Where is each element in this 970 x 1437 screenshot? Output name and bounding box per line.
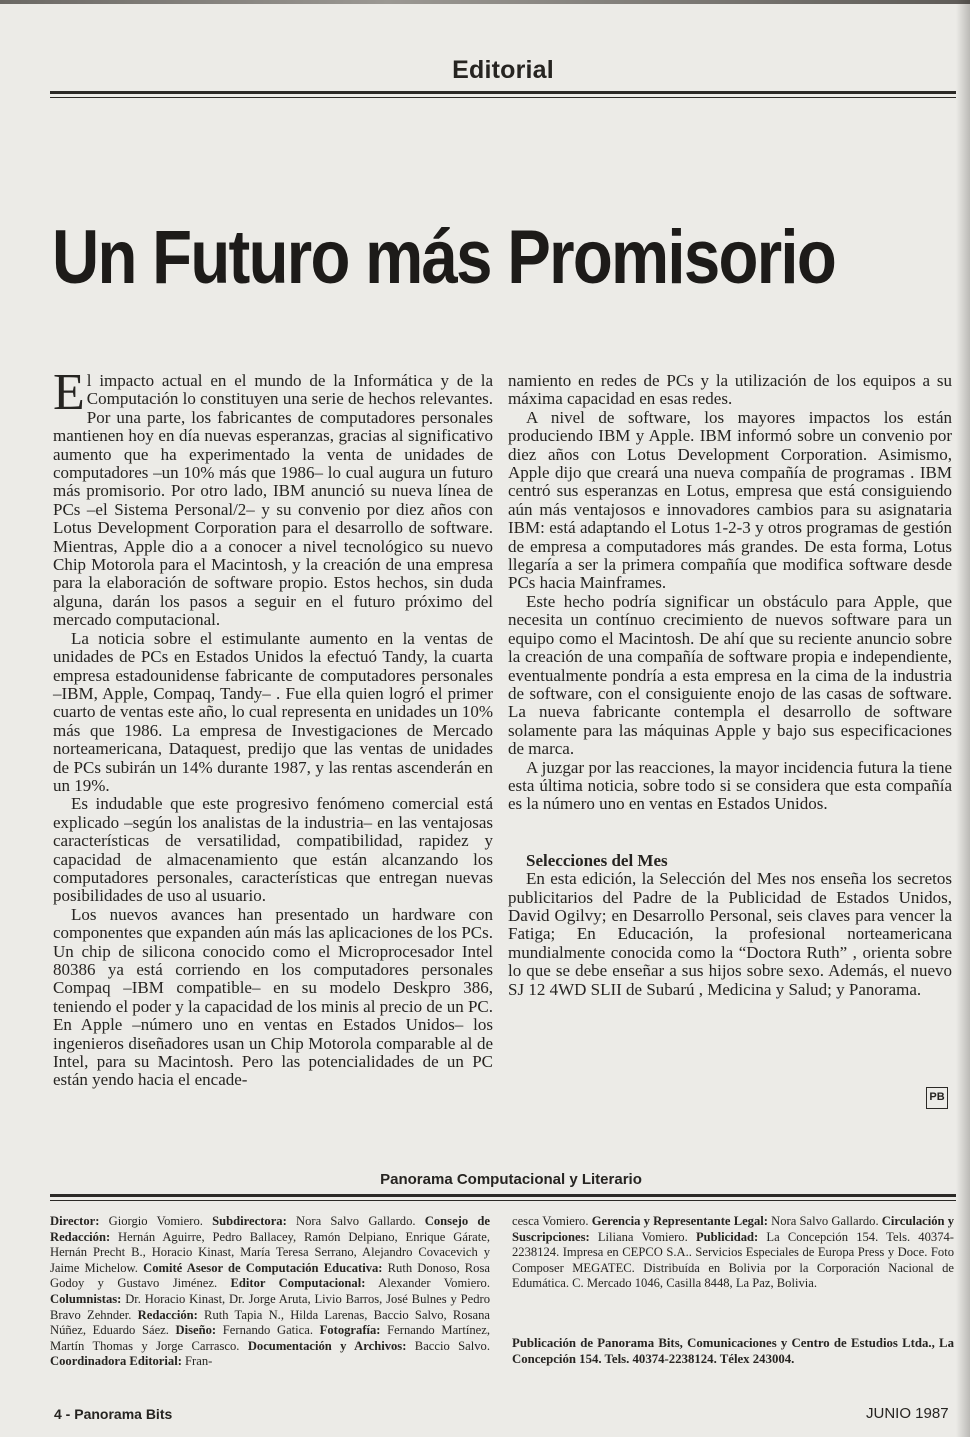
masthead-rule-thin (50, 1200, 956, 1201)
page-edge-shadow (956, 0, 970, 1437)
end-mark-badge: PB (926, 1087, 948, 1109)
article-paragraph: Es indudable que este progresivo fenómeno comercial está explicado –según los analistas de la industria– en las ventajosas características de versatilidad, compatibilidad, rapidez y capacidad de almacenamiento que están alcanzando los computadores personales, características que entregan nuevas posibilidades de uso al usuario. (53, 794, 493, 906)
credit-label: Director: (50, 1214, 100, 1228)
credit-label: Columnistas: (50, 1291, 122, 1306)
credit-text: Fernando Martínez, Martín Thomas y Jorge Carrasco. (50, 1323, 490, 1353)
article-paragraph: namiento en redes de PCs y la utilización de los equipos a su máxima capacidad en esas redes. (508, 371, 952, 409)
credits-left (50, 1214, 490, 1370)
drop-cap: E (53, 364, 85, 421)
article-paragraph: A nivel de software, los mayores impactos los están produciendo IBM y Apple. IBM informó sobre un convenio por diez años con Lotus Development Corporation. Asimismo, Apple dijo que creará una nueva compañía de programas . IBM centró sus esperanzas en Lotus, empresa que está consiguiendo aún más ventajosos e innovadores cambios para su asignataria IBM: está adaptando el Lotus 1-2-3 y otros programas de gestión de empresa a computadores más grandes. De esta forma, Lotus llegaría a ser la primera compañía que modifica software desde PCs hacia Mainframes. (508, 407, 952, 593)
credit-text: Dr. Horacio Kinast, Dr. Jorge Aruta, Livio Barros, José Bulnes y Pedro Bravo Zehnder. (50, 1291, 490, 1322)
credit-text: Baccio Salvo. (406, 1338, 490, 1353)
credit-text: Nora Salvo Gallardo. (767, 1214, 882, 1228)
credit-label: Documentación y Archivos: (247, 1338, 407, 1353)
credit-text: Ruth Tapia N., Hilda Larenas, Baccio Salvo, Rosana Núñez, Eduardo Sáez. (50, 1307, 490, 1338)
credit-text: La Concepción 154. Tels. 40374-2238124. Impresa en CEPCO S.A.. Servicios Especiales de Europa Press y Doce. Foto Composer MEGATEC. Distribuída en Bolivia por la Corporación Nacional de Edumática. C. Mercado 1046, Casilla 8448, La Paz, Bolivia. (512, 1229, 954, 1291)
credit-text: cesca Vomiero. (512, 1214, 592, 1228)
credit-label: Editor Computacional: (230, 1276, 366, 1291)
credit-label: Fotografía: (319, 1323, 381, 1338)
credit-label: Consejo de Redacción: (50, 1214, 490, 1244)
credit-text: Fran- (181, 1354, 213, 1369)
credit-text: Hernán Aguirre, Pedro Ballacey, Ramón Delpiano, Enrique Gárate, Hernán Precht B., Horacio Kinast, María Teresa Serrano, Alejandro Covacevich y Jaime Michelow. (50, 1229, 490, 1275)
article-paragraph: A juzgar por las reacciones, la mayor incidencia futura la tiene esta última noticia, sobre todo si se considera que esta compañía es la número uno en ventas en Estados Unidos. (508, 757, 952, 814)
credit-text: Alexander Vomiero. (365, 1276, 490, 1291)
credit-text: Fernando Gatica. (216, 1323, 320, 1338)
masthead-rule-thick (50, 1194, 956, 1197)
headline: Un Futuro más Promisorio (52, 215, 836, 300)
credit-label: Diseño: (175, 1323, 217, 1338)
masthead-title: Panorama Computacional y Literario (380, 1171, 642, 1188)
credit-label: Circulación y Suscripciones: (512, 1214, 954, 1244)
article-paragraph: Los nuevos avances han presentado un hardware con componentes que expanden aún más las aplicaciones de los PCs. Un chip de silicona conocido como el Microprocesador Intel 80386 ya está corriendo en los computadores personales Compaq –IBM compatible– en su modelo Deskpro 386, teniendo el poder y la capacidad de los minis al precio de un PC. En Apple –número uno en ventas en Estados Unidos– los ingenieros diseñadores usan un Chip Motorola comparable al de Intel, para su Macintosh. Pero las potencialidades de un PC están yendo hacia el encade- (53, 904, 493, 1090)
credit-label: Redacción: (137, 1307, 198, 1322)
selecciones-paragraph: En esta edición, la Selección del Mes nos enseña los secretos publicitarios del Padre de la Publicidad de Estados Unidos, David Ogilvy; en Desarrollo Personal, seis claves para vencer la Fatiga; En Educación, la profesional norteamericana mundialmente conocida como la “Doctora Ruth” , orienta sobre lo que se debe enseñar a sus hijos sobre sexo. Además, el nuevo SJ 12 4WD SLII de Subarú , Medicina y Salud; y Panorama. (508, 869, 952, 999)
credit-label: Subdirectora: (212, 1214, 287, 1228)
section-rule-thick (50, 91, 956, 94)
credit-text: Nora Salvo Gallardo. (286, 1214, 425, 1228)
top-edge-band (0, 0, 970, 4)
article-column-left (53, 364, 493, 1090)
credit-label: Comité Asesor de Computación Educativa: (143, 1260, 383, 1275)
credit-label: Publicidad: (695, 1229, 759, 1244)
section-label: Editorial (452, 56, 554, 84)
article-paragraph: El impacto actual en el mundo de la Informática y de la Computación lo constituyen una serie de hechos relevantes. Por una parte, los fabricantes de computadores personales mantienen hoy en día nuevas esperanzas, gracias al significativo aumento que ha experimentado la venta de unidades de computadores –un 10% más que 1986– lo cual augura un futuro más promisorio. Por otro lado, IBM anunció su nueva línea de PCs –el Sistema Personal/2– y su convenio por diez años con Lotus Development Corporation para el desarrollo de software. Mientras, Apple dio a a conocer a nivel tecnológico su nuevo Chip Motorola para el Macintosh, y la creación de una empresa para la elaboración de software propio. Estos hechos, sin duda alguna, darán los pasos a seguir en el futuro próximo del mercado computacional. (53, 364, 493, 630)
credit-text: Ruth Donoso, Rosa Godoy y Gustavo Jiménez. (50, 1260, 490, 1291)
section-rule-thin (50, 97, 956, 98)
article-paragraph: Este hecho podría significar un obstáculo para Apple, que necesita un contínuo crecimiento de nuevos software para un equipo como el Macintosh. De ahí que su reciente anuncio sobre la creación de una compañía de software propia e independiente, eventualmente pondría a esta empresa en la cima de la industria de software, con el consiguiente enojo de las casas de software. La nueva fabricante contempla el desarrollo de software solamente para las máquinas Apple y bajo sus especificaciones de marca. (508, 591, 952, 759)
credit-text: Giorgio Vomiero. (99, 1214, 213, 1228)
article-paragraph: La noticia sobre el estimulante aumento en la ventas de unidades de PCs en Estados Unidos la efectuó Tandy, la cuarta empresa estadounidense fabricante de computadores personales –IBM, Apple, Compaq, Tandy– . Fue ella quien logró el primer cuarto de ventas este año, lo cual representa en unidades un 10% más que 1986. La empresa de Investigaciones de Mercado norteamericana, Dataquest, predijo que las ventas de unidades de PCs subirán un 14% durante 1987, y las rentas ascenderán en un 19%. (53, 628, 493, 795)
publisher-info: Publicación de Panorama Bits, Comunicaciones y Centro de Estudios Ltda., La Concepción 154. Tels. 40374-2238124. Télex 243004. (512, 1336, 954, 1366)
footer-date: JUNIO 1987 (866, 1405, 949, 1422)
credit-text: Liliana Vomiero. (589, 1229, 696, 1244)
footer-page-number: 4 - Panorama Bits (54, 1406, 173, 1422)
credits-right (512, 1214, 954, 1292)
credit-label: Gerencia y Representante Legal: (591, 1214, 768, 1228)
article-column-right (508, 372, 952, 999)
credit-label: Coordinadora Editorial: (50, 1354, 182, 1369)
selecciones-heading: Selecciones del Mes (526, 850, 668, 870)
